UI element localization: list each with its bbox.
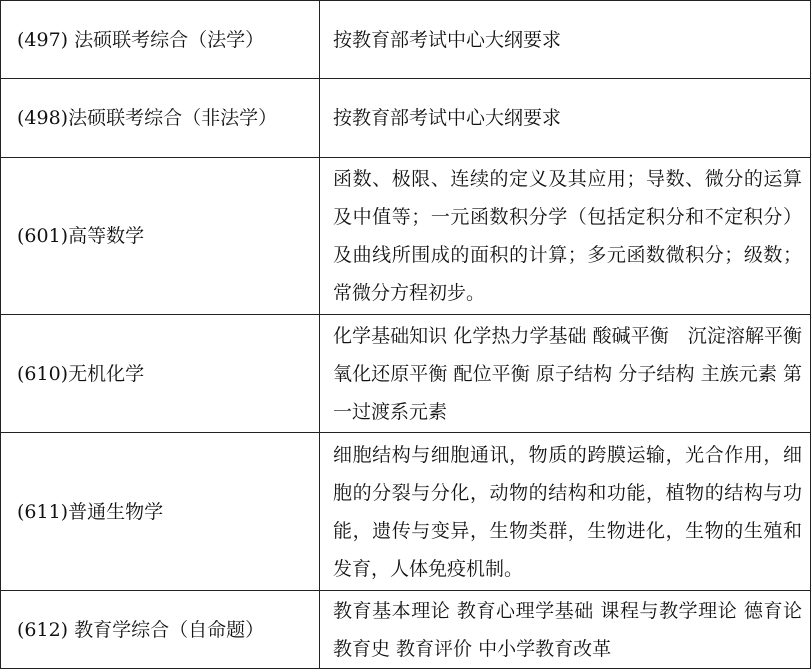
content-cell xyxy=(320,315,811,433)
subject-text: (610)无机化学 xyxy=(17,362,145,385)
content-text: 化学基础知识 化学热力学基础 酸碱平衡 沉淀溶解平衡 氧化还原平衡 配位平衡 原子结构 分子结构 主族元素 第一过渡系元素 xyxy=(333,324,809,423)
content-cell xyxy=(320,433,811,591)
table-row xyxy=(1,79,811,158)
content-text: 按教育部考试中心大纲要求 xyxy=(333,107,562,129)
content-cell xyxy=(320,79,811,158)
content-text: 函数、极限、连续的定义及其应用；导数、微分的运算及中值等；一元函数积分学（包括定积分和不定积分）及曲线所围成的面积的计算；多元函数微积分；级数；常微分方程初步。 xyxy=(333,168,802,304)
table-row xyxy=(1,315,811,433)
content-cell xyxy=(320,591,811,669)
subject-text: (612) 教育学综合（自命题） xyxy=(17,618,265,641)
table-row xyxy=(1,591,811,669)
subject-text: (611)普通生物学 xyxy=(17,500,164,523)
subject-text: (497) 法硕联考综合（法学） xyxy=(17,28,265,51)
content-text: 细胞结构与细胞通讯，物质的跨膜运输，光合作用，细胞的分裂与分化，动物的结构和功能，植物的结构与功能，遗传与变异，生物类群，生物进化，生物的生殖和发育，人体免疫机制。 xyxy=(333,443,802,580)
content-text: 教育基本理论 教育心理学基础 课程与教学理论 德育论 教育史 教育评价 中小学教育改革 xyxy=(333,599,809,660)
table-row xyxy=(1,1,811,79)
subject-text: (601)高等数学 xyxy=(17,225,145,247)
subject-text: (498)法硕联考综合（非法学） xyxy=(17,107,278,129)
content-cell xyxy=(320,1,811,79)
content-text: 按教育部考试中心大纲要求 xyxy=(333,28,562,51)
subject-cell xyxy=(1,1,320,79)
subject-cell xyxy=(1,433,320,591)
subject-cell xyxy=(1,315,320,433)
subject-cell xyxy=(1,79,320,158)
subject-cell xyxy=(1,591,320,669)
table-row xyxy=(1,433,811,591)
table-row xyxy=(1,158,811,315)
subject-cell xyxy=(1,158,320,315)
content-cell xyxy=(320,158,811,315)
